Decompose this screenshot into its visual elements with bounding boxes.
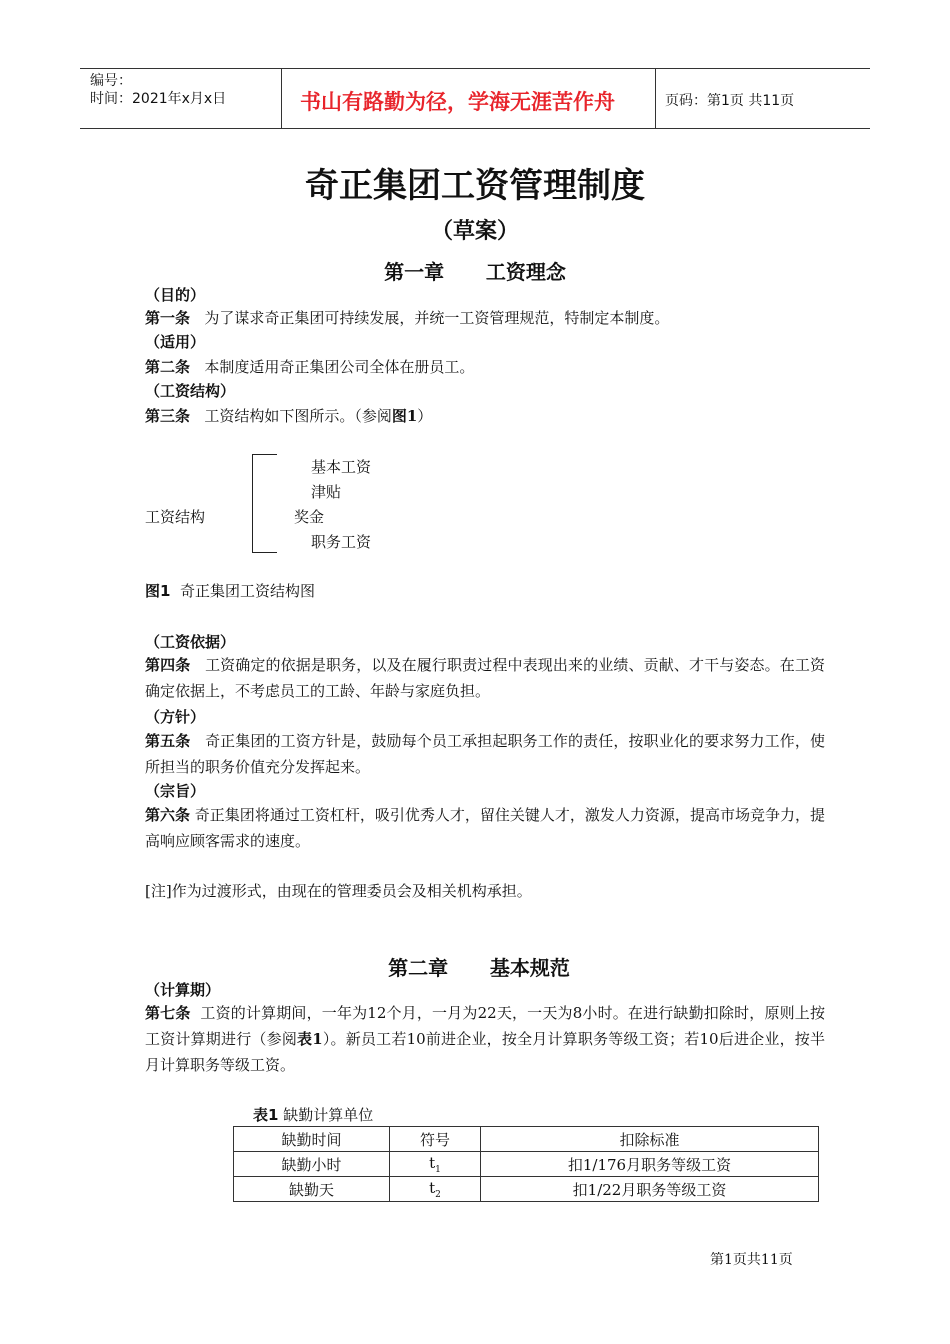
article5-number: 第五条 [145, 732, 191, 750]
diagram-item-position-salary: 职务工资 [311, 533, 372, 551]
article1-number: 第一条 [145, 309, 191, 327]
header-bottom-rule [80, 128, 870, 129]
article2-number: 第二条 [145, 358, 191, 376]
table-cell-rule: 扣1/22月职务等级工资 [481, 1177, 819, 1202]
table-header-symbol: 符号 [390, 1127, 481, 1152]
article6-label: （宗旨） [145, 782, 206, 800]
header-divider-right [655, 68, 656, 129]
table-cell-symbol [390, 1177, 481, 1202]
article7-number: 第七条 [145, 1004, 191, 1022]
table-row [234, 1152, 819, 1177]
header-date-label: 时间：2021年x月x日 [90, 91, 227, 107]
table-cell-symbol [390, 1152, 481, 1177]
figure1-caption [145, 580, 315, 601]
article3 [145, 403, 825, 429]
diagram-item-base-salary: 基本工资 [311, 458, 372, 476]
symbol-letter: t [429, 1153, 436, 1172]
table1-number: 表1 [253, 1106, 279, 1124]
article4 [145, 652, 825, 704]
chapter1-note: [注]作为过渡形式，由现在的管理委员会及相关机构承担。 [145, 882, 532, 900]
article4-number: 第四条 [145, 656, 191, 674]
article7-table-ref: 表1 [297, 1030, 323, 1048]
document-title: 奇正集团工资管理制度 [305, 166, 645, 206]
header-divider-left [281, 68, 282, 129]
article6-text: 奇正集团将通过工资杠杆，吸引优秀人才，留住关键人才，激发人力资源，提高市场竞争力，提高响应顾客需求的速度。 [145, 806, 825, 850]
header-motto: 书山有路勤为径，学海无涯苦作舟 [300, 90, 615, 114]
article5-label: （方针） [145, 708, 206, 726]
page-footer: 第1页共11页 [710, 1252, 793, 1268]
article7-label: （计算期） [145, 981, 221, 999]
table-cell-rule: 扣1/176月职务等级工资 [481, 1152, 819, 1177]
article7-text-a: 工资的计算期间，一年为12个月，一月为22天，一天为8小时。在进行缺勤扣除时，原则上按工资计算期进行（参阅 [145, 1004, 825, 1048]
article3-figure-ref: 图1 [391, 407, 418, 425]
header-page-label: 页码：第1页 共11页 [665, 93, 795, 109]
article4-label: （工资依据） [145, 633, 236, 651]
article5 [145, 728, 825, 780]
table-cell-time: 缺勤天 [234, 1177, 390, 1202]
article3-label: （工资结构） [145, 382, 236, 400]
table-cell-time: 缺勤小时 [234, 1152, 390, 1177]
article2-text: 本制度适用奇正集团公司全体在册员工。 [204, 358, 475, 376]
document-subtitle: （草案） [430, 219, 519, 244]
diagram-bracket [252, 454, 277, 553]
chapter2-title: 第二章 基本规范 [388, 956, 570, 980]
chapter1-title: 第一章 工资理念 [384, 260, 566, 284]
figure1-title: 奇正集团工资结构图 [179, 582, 315, 600]
figure1-number: 图1 [145, 582, 171, 600]
table-row [234, 1177, 819, 1202]
article2 [145, 354, 825, 380]
header-top-rule [80, 68, 870, 69]
article3-text-b: ） [417, 407, 433, 425]
table-header-row [234, 1127, 819, 1152]
article2-label: （适用） [145, 333, 206, 351]
article4-text: 工资确定的依据是职务，以及在履行职责过程中表现出来的业绩、贡献、才干与姿态。在工资确定依据上，不考虑员工的工龄、年龄与家庭负担。 [145, 656, 825, 700]
article1-text: 为了谋求奇正集团可持续发展，并统一工资管理规范，特制定本制度。 [204, 309, 670, 327]
symbol-letter: t [429, 1178, 436, 1197]
article7 [145, 1000, 825, 1078]
table-header-rule: 扣除标准 [481, 1127, 819, 1152]
article1-label: （目的） [145, 286, 206, 304]
table-header-time: 缺勤时间 [234, 1127, 390, 1152]
symbol-subscript: 2 [435, 1189, 441, 1200]
article3-number: 第三条 [145, 407, 191, 425]
article1 [145, 305, 825, 331]
diagram-item-allowance: 津贴 [311, 483, 342, 501]
article5-text: 奇正集团的工资方针是，鼓励每个员工承担起职务工作的责任，按职业化的要求努力工作，使所担当的职务价值充分发挥起来。 [145, 732, 825, 776]
article6-number: 第六条 [145, 806, 191, 824]
table1-title: 缺勤计算单位 [283, 1106, 374, 1124]
diagram-item-bonus: 奖金 [294, 508, 325, 526]
diagram-root-label: 工资结构 [145, 508, 206, 526]
header-number-label: 编号： [90, 73, 132, 89]
symbol-subscript: 1 [435, 1164, 441, 1175]
article6 [145, 802, 825, 854]
article7-text-b: ）。新员工若10前进企业，按全月计算职务等级工资；若10后进企业，按半月计算职务等级工资。 [145, 1030, 825, 1074]
article3-text-a: 工资结构如下图所示。（参阅 [204, 407, 392, 425]
table1-caption [253, 1104, 373, 1125]
absence-table [233, 1126, 819, 1202]
